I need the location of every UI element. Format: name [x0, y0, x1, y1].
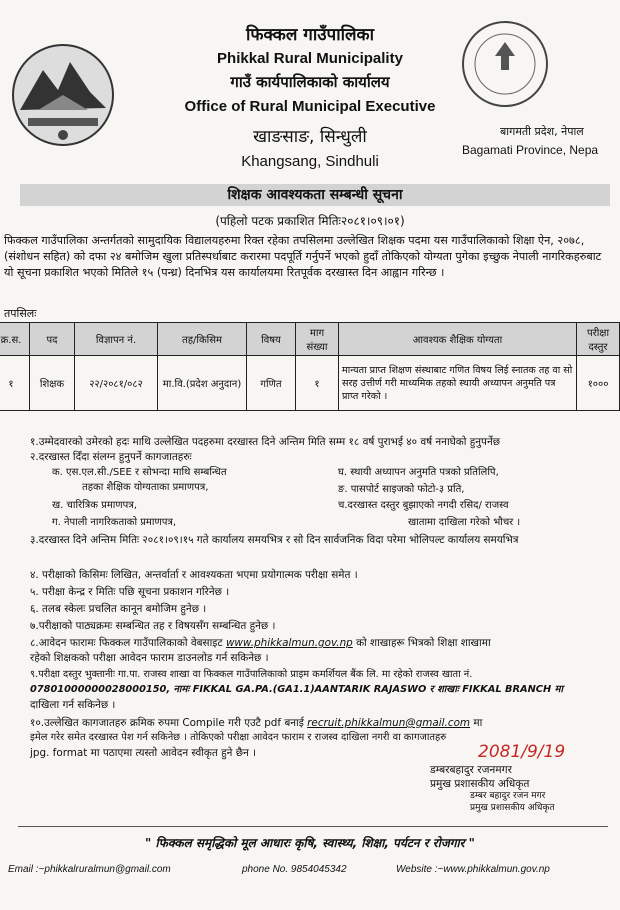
note-exam-centre: ५. परीक्षा केन्द्र र मितिः पछि सूचना प्रकाशन गरिनेछ । — [30, 586, 230, 598]
municipality-name-np: फिक्कल गाउँपालिका — [245, 25, 374, 45]
note-application-text: ८.आवेदन फारामः फिक्कल गाउँपालिकाको वेबसाइट — [30, 637, 223, 649]
footer-email[interactable]: Email :~phikkalruralmun@gmail.com — [8, 864, 171, 875]
doc-item: क. एस.एल.सी./SEE र सोभन्दा माथि सम्बन्धित — [52, 467, 227, 478]
col-subject: विषय — [247, 323, 296, 356]
note-email-line2: इमेल गरेर समेत दरखास्त पेश गर्न सकिनेछ । तोकिएको परीक्षा आवेदन फाराम र राजस्व दाखिला नगरी वा कागजातहरु — [30, 732, 447, 743]
office-name-np: गाउँ कार्यपालिकाको कार्यालय — [230, 73, 390, 91]
col-post: पद — [30, 323, 75, 356]
doc-item: ख. चारित्रिक प्रमाणपत्र, — [52, 500, 137, 511]
col-qualification: आवश्यक शैक्षिक योग्यता — [339, 323, 577, 356]
vacancy-table — [0, 322, 620, 411]
cell-ad-no: २२/२०८१/०८२ — [75, 356, 158, 411]
cell-fee: १००० — [577, 356, 620, 411]
table-row — [0, 356, 620, 411]
stamp-role: प्रमुख प्रशासकीय अधिकृत — [470, 803, 555, 813]
footer-divider — [18, 826, 608, 827]
published-date: (पहिलो पटक प्रकाशित मितिः२०८१।०९।०१) — [215, 214, 405, 228]
signer-stamp — [470, 790, 555, 814]
note-email-text-2: मा — [473, 717, 483, 729]
col-sn: क्र.स. — [0, 323, 30, 356]
signature-scribble: 2081/9/19 — [478, 742, 566, 762]
note-application-form — [30, 636, 491, 651]
col-fee: परीक्षा दस्तुर — [577, 323, 620, 356]
recruit-email-link[interactable]: recruit.phikkalmun@gmail.com — [307, 717, 471, 729]
cell-demand: १ — [296, 356, 339, 411]
doc-item: च.दरखास्त दस्तुर बुझाएको नगदी रसिद/ राजस्व — [338, 500, 509, 511]
note-email-text: १०.उल्लेखित कागजातहरु क्रमिक रुपमा Compile गरी एउटै pdf बनाई — [30, 717, 304, 729]
signer-name: डम्बरबहादुर रजनमगर — [430, 764, 512, 776]
footer-phone: phone No. 9854045342 — [242, 864, 347, 875]
footer-slogan: " फिक्कल समृद्धिको मूल आधारः कृषि, स्वास्थ्य, शिक्षा, पर्यटन र रोजगार " — [145, 836, 475, 850]
cell-subject: गणित — [247, 356, 296, 411]
note-fee-line3: दाखिला गर्न सकिनेछ । — [30, 699, 116, 711]
province-en: Bagamati Province, Nepa — [462, 143, 599, 157]
cell-level: मा.वि.(प्रदेश अनुदान) — [158, 356, 247, 411]
place-en: Khangsang, Sindhuli — [241, 153, 379, 170]
cell-post: शिक्षक — [30, 356, 75, 411]
note-salary: ६. तलब स्केलः प्रचलित कानून बमोजिम हुनेछ । — [30, 603, 207, 615]
note-documents-heading: २.दरखास्त दिँदा संलग्न हुनुपर्ने कागजातहरुः — [30, 451, 192, 463]
note-application-line2: रहेको शिक्षकको परीक्षा आवेदन फाराम डाउनलोड गर्न सकिनेछ । — [30, 652, 269, 664]
province-np: बागमती प्रदेश, नेपाल — [500, 125, 584, 138]
note-exam-type: ४. परीक्षाको किसिमः लिखित, अन्तर्वार्ता र आवश्यकता भएमा प्रयोगात्मक परीक्षा समेत । — [30, 569, 358, 581]
signer-role: प्रमुख प्रशासकीय अधिकृत — [430, 778, 530, 790]
doc-item: ग. नेपाली नागरिकताको प्रमाणपत्र, — [52, 517, 177, 528]
doc-item: खातामा दाखिला गरेको भौचर । — [408, 517, 521, 528]
signer-block — [430, 763, 529, 791]
cell-sn: १ — [0, 356, 30, 411]
schedule-label: तपसिलः — [4, 307, 37, 320]
table-header-row — [0, 323, 620, 356]
website-link[interactable]: www.phikkalmun.gov.np — [225, 637, 353, 649]
col-demand: माग संख्या — [296, 323, 339, 356]
nepal-emblem-icon — [8, 40, 118, 150]
col-level: तह/किसिम — [158, 323, 247, 356]
notice-title: शिक्षक आवश्यकता सम्बन्धी सूचना — [20, 184, 610, 206]
stamp-name: डम्बर बहादुर रजन मगर — [470, 791, 546, 801]
office-name-en: Office of Rural Municipal Executive — [184, 98, 436, 115]
doc-item: ङ. पासपोर्ट साइजको फोटो-३ प्रति, — [338, 484, 465, 495]
note-email-line3: jpg. format मा पठाएमा त्यस्तो आवेदन स्वीकृत हुने छैन । — [30, 747, 257, 759]
cell-qualification: मान्यता प्राप्त शिक्षण संस्थाबाट गणित विषय लिई स्नातक तह वा सो सरह उत्तीर्ण गरी माध्यमिक तहको स्थायी अध्यापन अनुमति पत्र प्राप्त गरेको । — [339, 356, 577, 411]
note-fee-payment: ९.परीक्षा दस्तुर भुक्तानीः गा.पा. राजस्व शाखा वा फिक्कल गाउँपालिकाको प्राइम कमर्शियल बैंक लि. मा रहेको राजस्व खाता नं. — [30, 669, 473, 680]
note-fee-account: 07801000000028000150, नामः FIKKAL GA.PA.(GA1.1)AANTARIK RAJASWO र शाखाः FIKKAL BRANCH मा — [30, 684, 563, 695]
place-np: खाङसाङ, सिन्धुली — [253, 127, 367, 147]
notice-intro: फिक्कल गाउँपालिका अन्तर्गतको सामुदायिक विद्यालयहरुमा रिक्त रहेका तपसिलमा उल्लेखित शिक्षक पदमा यस गाउँपालिकाको शिक्षा ऐन, २०७८, (संशोधन सहित) को दफा २४ बमोजिम खुला प्रतिस्पर्धाबाट करारमा पदपूर्ति गर्नुपर्ने भएको हुदाँ तोकिएको योग्यता पुगेका इच्छुक नेपाली नागरिकहरुबाट यो सूचना प्रकाशित भएको मितिले १५ (पन्ध्र) दिनभित्र यस कार्यालयमा रितपूर्वक दरखास्त दिन आह्वान गरिन्छ । — [4, 234, 602, 279]
note-age: १.उम्मेदवारको उमेरको हदः माथि उल्लेखित पदहरुमा दरखास्त दिने अन्तिम मिति सम्म १८ वर्ष पुराभई ४० वर्ष ननाघेको हुनुपर्नेछ — [30, 436, 500, 448]
note-application-text-2: को शाखाहरू भित्रको शिक्षा शाखामा — [356, 637, 491, 649]
doc-item: घ. स्थायी अध्यापन अनुमति पत्रको प्रतिलिपि, — [338, 467, 499, 478]
note-syllabus: ७.परीक्षाको पाठ्यक्रमः सम्बन्धित तह र विषयसँग सम्बन्धित हुनेछ । — [30, 620, 276, 632]
note-email-submission — [30, 716, 482, 731]
doc-item: तहका शैक्षिक योग्यताका प्रमाणपत्र, — [82, 482, 209, 493]
col-ad-no: विज्ञापन नं. — [75, 323, 158, 356]
note-deadline: ३.दरखास्त दिने अन्तिम मितिः २०८१।०९।१५ गते कार्यालय समयभित्र र सो दिन सार्वजनिक विदा परेमा भोलिपल्ट कार्यालय समयभित्र — [30, 534, 519, 546]
municipality-name-en: Phikkal Rural Municipality — [217, 50, 403, 67]
footer-website[interactable]: Website :~www.phikkalmun.gov.np — [396, 864, 550, 875]
